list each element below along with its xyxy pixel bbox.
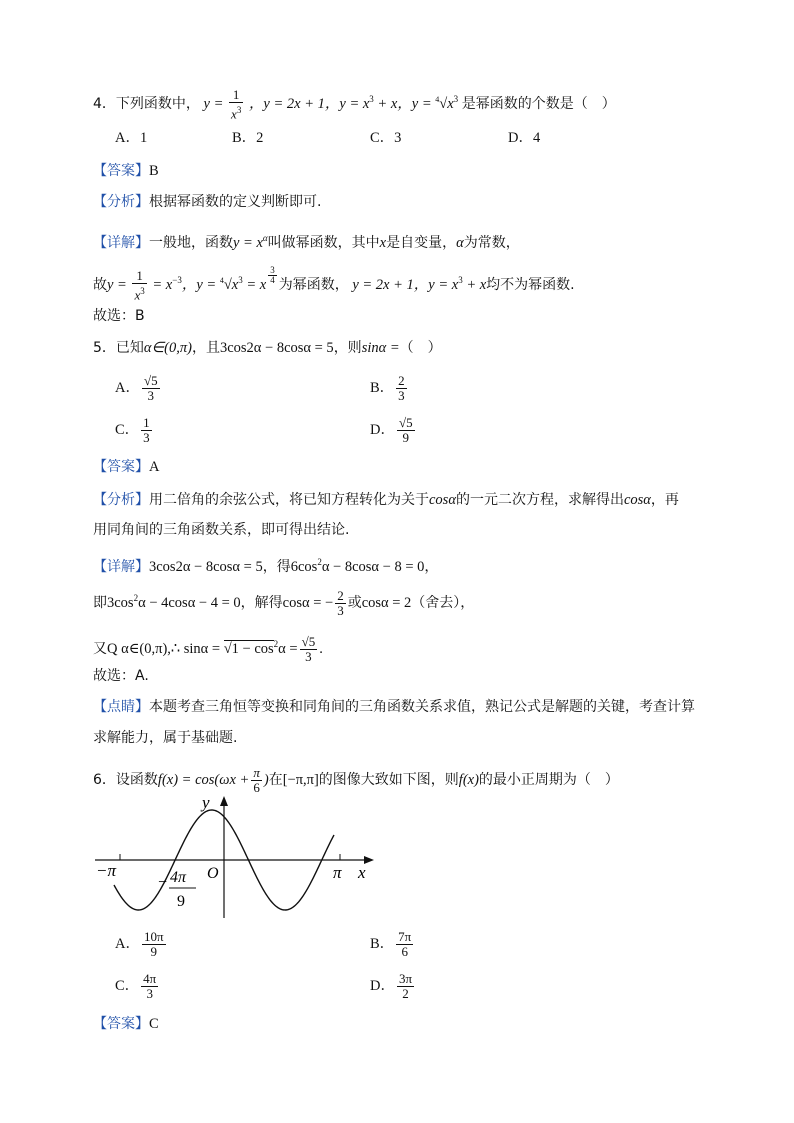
q5-detail-line3: 又Q α∈(0,π),∴ $\sin\alpha = √1 - \cos^2\alpha$ = $\frac{√5}{3}$ . bbox=[93, 634, 323, 664]
graph-neg-pi-label: −π bbox=[96, 861, 116, 880]
q6-option-d[interactable]: D． $\frac{3\pi}{2}$ bbox=[370, 971, 413, 1001]
q4-option-b[interactable]: B．2 bbox=[232, 130, 264, 146]
q5-option-a[interactable]: A． $\frac{√5}{3}$ bbox=[115, 373, 158, 403]
q5-option-d[interactable]: D． $\frac{√5}{9}$ bbox=[370, 415, 413, 445]
q5-stem: 5．已知α∈(0,π)，且3cos2α − 8cosα = 5，则sinα =（ ） bbox=[93, 340, 442, 356]
q4-detail-line1: 【详解】一般地，函数$y = x^\alpha$叫做幂函数，其中x是自变量，α为常数， bbox=[93, 233, 520, 251]
q4-stem-suffix: 是幂函数的个数是（ ） bbox=[461, 96, 616, 112]
q4-f1: y = bbox=[203, 96, 224, 112]
q6-cosine-graph bbox=[90, 790, 380, 922]
q4-choose: 故选：B bbox=[93, 308, 145, 324]
q5-option-b[interactable]: B． $\frac{2}{3}$ bbox=[370, 373, 405, 403]
graph-y-label: y bbox=[202, 793, 210, 812]
q5-option-c[interactable]: C． $\frac{1}{3}$ bbox=[115, 415, 150, 445]
q4-stem-prefix: 4．下列函数中， bbox=[93, 96, 200, 112]
q4-answer: 【答案】B bbox=[93, 163, 159, 179]
graph-zero-den: 9 bbox=[177, 893, 185, 910]
q4-option-a[interactable]: A．1 bbox=[115, 130, 148, 146]
q5-comment-line1: 【点睛】本题考查三角恒等变换和同角间的三角函数关系求值，熟记公式是解题的关键，考查计算 bbox=[93, 699, 695, 715]
q5-detail-line2: 即$3\cos^2\alpha - 4\cos\alpha - 4 = 0$，解得cosα = − $\frac{2}{3}$ 或cosα = 2（舍去）， bbox=[93, 588, 475, 618]
q4-option-c[interactable]: C．3 bbox=[370, 130, 402, 146]
q6-option-c[interactable]: C． $\frac{4\pi}{3}$ bbox=[115, 971, 157, 1001]
graph-pi-label: π bbox=[333, 863, 342, 882]
q6-option-a[interactable]: A． $\frac{10\pi}{9}$ bbox=[115, 929, 164, 959]
q5-analysis-line1: 【分析】用二倍角的余弦公式，将已知方程转化为关于cosα的一元二次方程，求解得出cosα，再 bbox=[93, 492, 679, 508]
q4-f4: √x bbox=[439, 96, 454, 112]
q6-stem: 6．设函数f(x) = cos(ωx + $\frac{\pi}{6}$ )在[−π,π]的图像大致如下图，则f(x)的最小正周期为（ ） bbox=[93, 765, 619, 795]
q4-f2: ，y = 2x + 1，y = x bbox=[248, 96, 370, 112]
q4-analysis: 【分析】根据幂函数的定义判断即可. bbox=[93, 194, 322, 210]
q5-analysis-line2: 用同角间的三角函数关系，即可得出结论. bbox=[93, 522, 350, 538]
q4-option-d[interactable]: D．4 bbox=[508, 130, 541, 146]
graph-zero-num: 4π bbox=[170, 869, 187, 886]
q5-choose: 故选：A. bbox=[93, 668, 149, 684]
graph-origin-label: O bbox=[207, 865, 219, 882]
q4-stem: 4．下列函数中， y = $\frac{1}{x^3}$ ，y = 2x + 1，$y = x^3 + x$，$y = ^4√x^3$ 是幂函数的个数是（ ） bbox=[93, 87, 616, 122]
q5-answer: 【答案】A bbox=[93, 459, 160, 475]
q5-comment-line2: 求解能力，属于基础题. bbox=[93, 730, 238, 746]
q4-f1-frac: $\frac{1}{x^3}$ bbox=[231, 87, 242, 122]
graph-zero-sign: − bbox=[158, 874, 168, 891]
q6-answer: 【答案】C bbox=[93, 1016, 159, 1032]
y-axis-arrow bbox=[220, 796, 228, 806]
q5-detail-line1: 【详解】3cos2α − 8cosα = 5，得$6\cos^2\alpha - 8\cos\alpha - 8 = 0$， bbox=[93, 557, 439, 575]
graph-x-label: x bbox=[358, 863, 366, 882]
q4-detail-line2: 故y = $\frac{1}{x^3}$ = $x^{-3}$，$y = ^4√x^3 = x$ $\frac{3}{4}$ 为幂函数， y = 2x + 1，$y = x^3 + x$均不为幂函数. bbox=[93, 265, 575, 303]
q6-option-b[interactable]: B． $\frac{7\pi}{6}$ bbox=[370, 929, 412, 959]
q4-f3: + x，y = bbox=[373, 96, 436, 112]
